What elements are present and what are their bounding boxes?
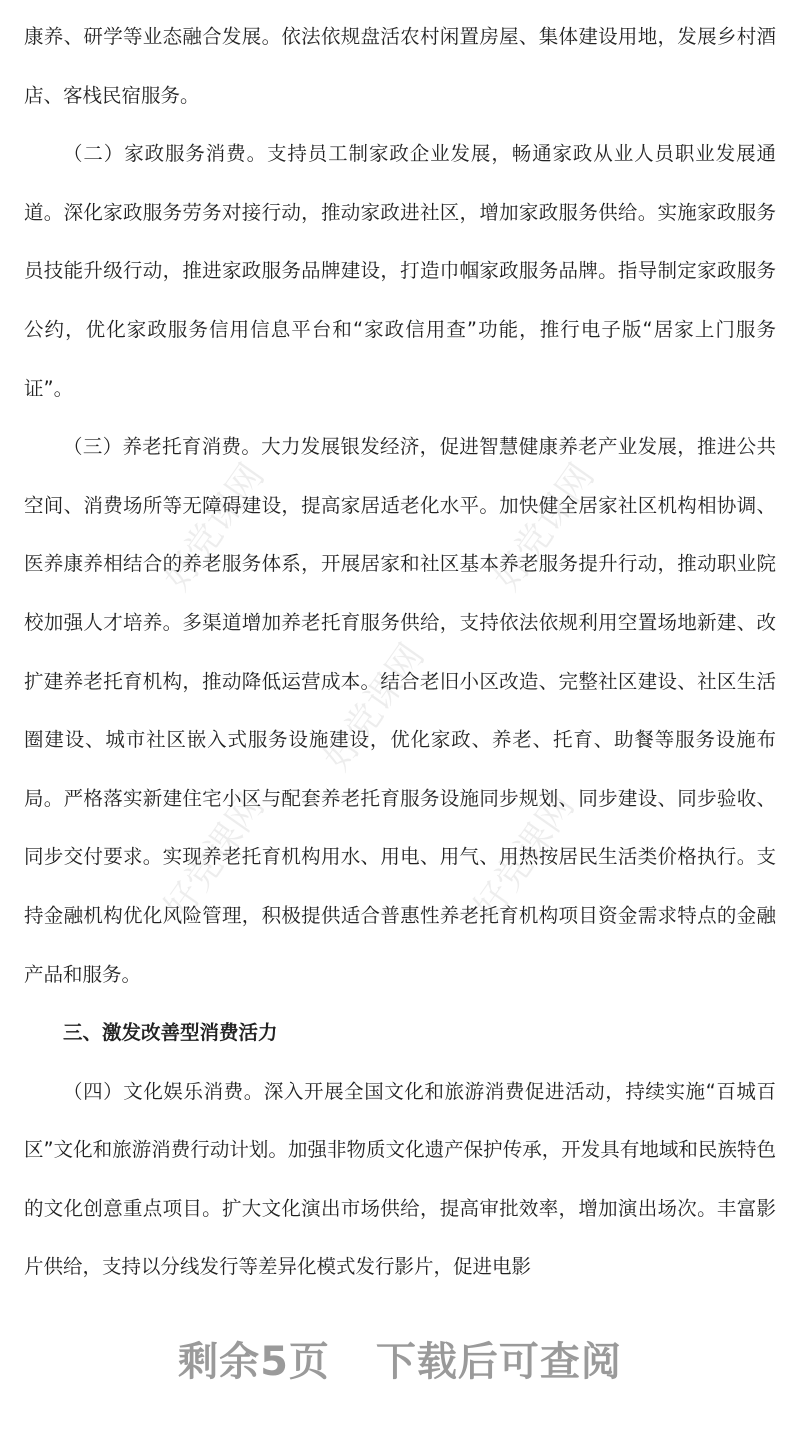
watermark: 好党课网 xyxy=(486,456,603,598)
remaining-pages-text: 剩余5页 xyxy=(178,1339,330,1385)
document-body xyxy=(24,8,776,1297)
watermark: 好党课网 xyxy=(156,786,273,928)
watermark: 好党课网 xyxy=(316,636,433,778)
paragraph-elderly-childcare: （三）养老托育消费。大力发展银发经济，促进智慧健康养老产业发展，推进公共空间、消费场所等无障碍建设，提高家居适老化水平。加快健全居家社区机构相协调、医养康养相结合的养老服务体系，开展居家和社区基本养老服务提升行动，推动职业院校加强人才培养。多渠道增加养老托育服务供给，支持依法依规利用空置场地新建、改扩建养老托育机构，推动降低运营成本。结合老旧小区改造、完整社区建设、社区生活圈建设、城市社区嵌入式服务设施建设，优化家政、养老、托育、助餐等服务设施布局。严格落实新建住宅小区与配套养老托育服务设施同步规划、同步建设、同步验收、同步交付要求。实现养老托育机构用水、用电、用气、用热按居民生活类价格执行。支持金融机构优化风险管理，积极提供适合普惠性养老托育机构项目资金需求特点的金融产品和服务。 xyxy=(24,435,776,986)
paragraph-culture-entertainment: （四）文化娱乐消费。深入开展全国文化和旅游消费促进活动，持续实施“百城百区”文化和旅游消费行动计划。加强非物质文化遗产保护传承，开发具有地域和民族特色的文化创意重点项目。扩大文化演出市场供给，提高审批效率，增加演出场次。丰富影片供给，支持以分线发行等差异化模式发行影片，促进电影 xyxy=(24,1079,776,1279)
paragraph-domestic-services: （二）家政服务消费。支持员工制家政企业发展，畅通家政从业人员职业发展通道。深化家政服务劳务对接行动，推动家政进社区，增加家政服务供给。实施家政服务员技能升级行动，推进家政服务品牌建设，打造巾帼家政服务品牌。指导制定家政服务公约，优化家政服务信用信息平台和“家政信用查”功能，推行电子版“居家上门服务证”。 xyxy=(24,142,776,400)
download-prompt-text[interactable]: 下载后可查阅 xyxy=(375,1339,622,1385)
watermark: 好党课网 xyxy=(466,786,583,928)
paragraph-continuation: 康养、研学等业态融合发展。依法依规盘活农村闲置房屋、集体建设用地，发展乡村酒店、客栈民宿服务。 xyxy=(24,25,776,107)
watermark: 好党课网 xyxy=(156,456,273,598)
download-banner[interactable] xyxy=(0,1330,800,1387)
section-heading: 三、激发改善型消费活力 xyxy=(63,1021,278,1045)
